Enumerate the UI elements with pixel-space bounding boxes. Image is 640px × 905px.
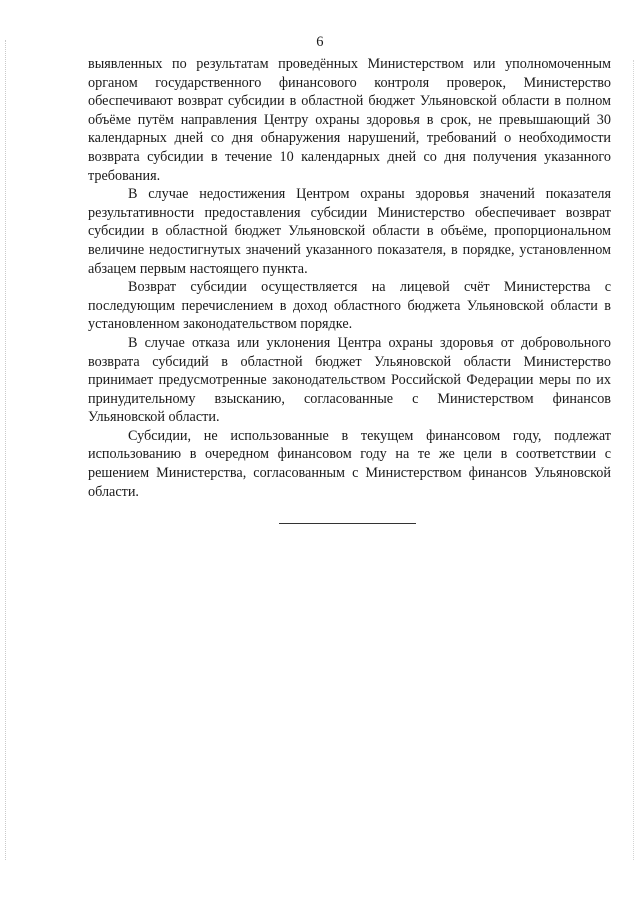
paragraph-2: В случае недостижения Центром охраны здоровья значений показателя результативности предоставления субсидии Министерство обеспечивает возврат субсидии в областной бюджет Ульяновской области в объёме, пропорциональном величине недостигнутых значений указанного показателя, в порядке, установленном абзацем первым настоящего пункта. bbox=[88, 186, 611, 277]
scan-edge-right bbox=[633, 60, 634, 860]
paragraph-3: Возврат субсидии осуществляется на лицевой счёт Министерства с последующим перечислением в доход областного бюджета Ульяновской области в установленном законодательством порядке. bbox=[88, 279, 611, 333]
scan-edge-left bbox=[5, 40, 6, 860]
paragraph-4: В случае отказа или уклонения Центра охраны здоровья от добровольного возврата субсидий в областной бюджет Ульяновской области Министерство принимает предусмотренные законодательством Российской Федерации меры по их принудительному взысканию, согласованные с Министерством финансов Ульяновской области. bbox=[88, 334, 611, 426]
page-number: 6 bbox=[316, 34, 324, 50]
body-text bbox=[88, 55, 611, 501]
end-of-text-rule bbox=[279, 523, 416, 524]
paragraph-5: Субсидии, не использованные в текущем финансовом году, подлежат использованию в очередном финансовом году на те же цели в соответствии с решением Министерства, согласованным с Министерством финансов Ульяновской области. bbox=[88, 427, 611, 500]
paragraph-1: выявленных по результатам проведённых Министерством или уполномоченным органом государственного финансового контроля проверок, Министерство обеспечивают возврат субсидии в областной бюджет Ульяновской области в полном объёме путём направления Центру охраны здоровья в срок, не превышающий 30 календарных дней со дня обнаружения нарушений, требований о необходимости возврата субсидии в течение 10 календарных дней со дня получения указанного требования. bbox=[88, 56, 611, 184]
